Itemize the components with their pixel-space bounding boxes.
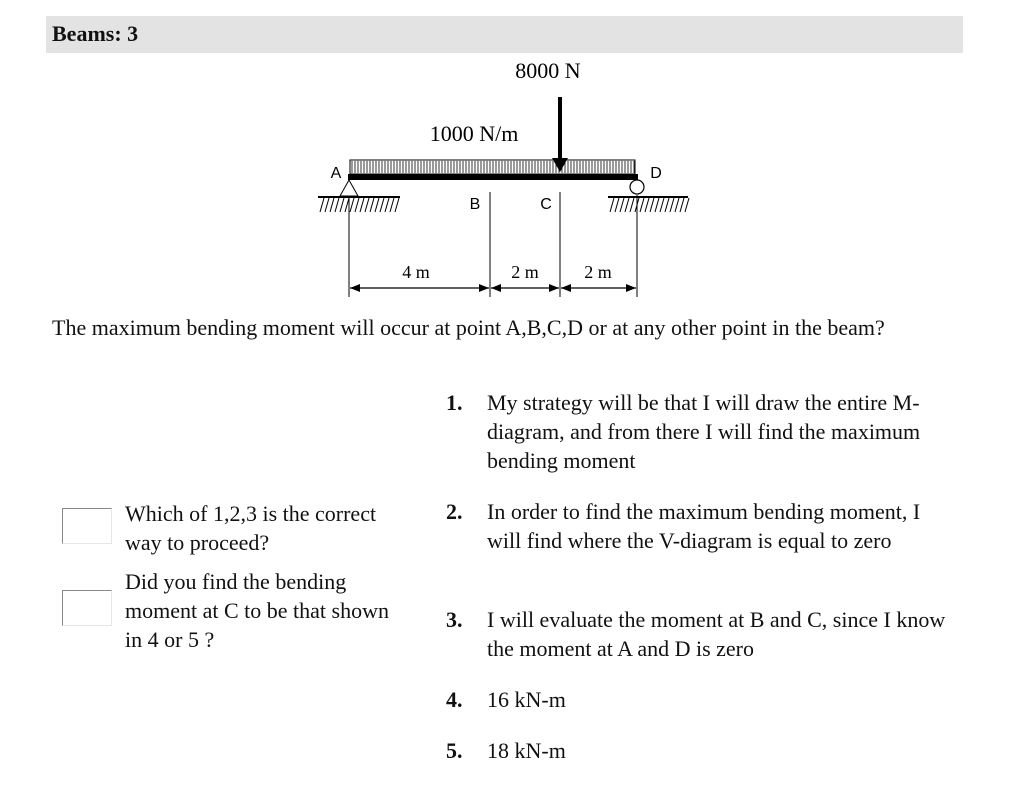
dimension-label-ab: 4 m [402,262,430,282]
ground-hatch-line [335,198,339,212]
dimension-label-bc: 2 m [511,262,539,282]
ground-hatch-line [340,198,344,212]
answer-box-1[interactable] [62,508,112,544]
ground-hatch-line [365,198,369,212]
ground-hatch-line [350,198,354,212]
ground-hatch-line [645,198,649,212]
ground-hatch-line [625,198,629,212]
ground-hatch-line [395,198,399,212]
ground-hatch-line [680,198,684,212]
prompt-2: Did you find the bending moment at C to be that shown in 4 or 5 ? [125,569,389,652]
option-text: I will evaluate the moment at B and C, since I know the moment at A and D is zero [487,607,946,661]
distributed-load-label: 1000 N/m [429,121,519,146]
ground-hatch-line [375,198,379,212]
distributed-load-hatch [352,161,634,173]
option-number: 5. [446,738,463,763]
ground-hatch-line [675,198,679,212]
option-text: 18 kN-m [487,738,566,763]
page-title: Beams: 3 [52,21,139,46]
point-c-label: C [540,196,552,213]
ground-hatch-line [650,198,654,212]
ground-hatch-line [360,198,364,212]
left-ground-hatch [320,198,399,212]
ground-hatch-line [670,198,674,212]
ground-hatch-line [380,198,384,212]
ground-hatch-line [655,198,659,212]
ground-hatch-line [640,198,644,212]
option-number: 2. [446,499,463,524]
beam [348,174,638,180]
ground-hatch-line [325,198,329,212]
ground-hatch-line [665,198,669,212]
option-number: 3. [446,607,463,632]
ground-hatch-line [685,198,689,212]
ground-hatch-line [355,198,359,212]
prompt-1: Which of 1,2,3 is the correct way to proceed? [125,501,377,555]
right-roller-support [630,180,644,194]
question-text: The maximum bending moment will occur at point A,B,C,D or at any other point in the beam? [52,315,885,340]
ground-hatch-line [630,198,634,212]
option-text: My strategy will be that I will draw the entire M-diagram, and from there I will find the maximum bending moment [487,390,921,473]
ground-hatch-line [385,198,389,212]
ground-hatch-line [390,198,394,212]
point-load-label: 8000 N [515,58,581,83]
dimension-label-cd: 2 m [584,262,612,282]
option-text: 16 kN-m [487,687,566,712]
ground-hatch-line [370,198,374,212]
option-number: 4. [446,687,463,712]
ground-hatch-line [345,198,349,212]
left-pin-support [340,180,358,196]
answer-box-2[interactable] [62,590,112,626]
ground-hatch-line [615,198,619,212]
ground-hatch-line [320,198,324,212]
point-d-label: D [650,165,662,182]
option-number: 1. [446,390,463,415]
right-ground-hatch [610,198,689,212]
beam-diagram [0,0,1024,310]
ground-hatch-line [620,198,624,212]
ground-hatch-line [330,198,334,212]
ground-hatch-line [610,198,614,212]
option-text: In order to find the maximum bending moment, I will find where the V-diagram is equal to zero [487,499,921,553]
point-b-label: B [469,196,481,213]
ground-hatch-line [660,198,664,212]
point-a-label: A [330,165,342,182]
